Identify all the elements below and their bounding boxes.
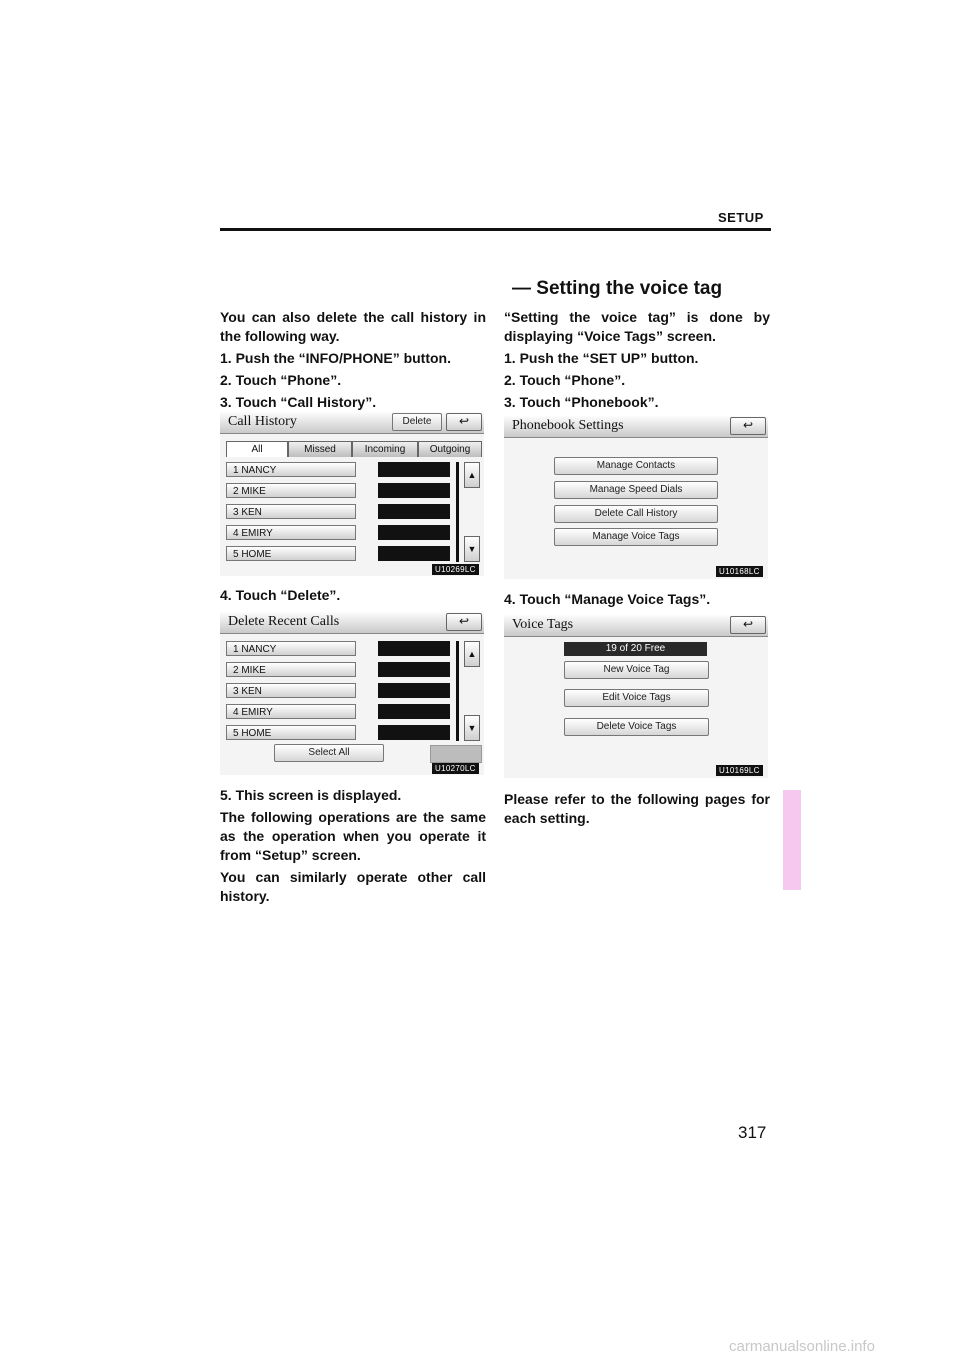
tab-all[interactable]: All xyxy=(226,441,288,457)
left-intro xyxy=(220,308,486,415)
call-time-field xyxy=(378,704,450,719)
new-voice-tag-button[interactable]: New Voice Tag xyxy=(564,661,709,679)
voice-tags-screen xyxy=(504,614,768,778)
section-title: — Setting the voice tag xyxy=(512,278,723,299)
manage-contacts-button[interactable]: Manage Contacts xyxy=(554,457,718,475)
left-bottom-text xyxy=(220,786,486,909)
tab-outgoing[interactable]: Outgoing xyxy=(418,441,482,457)
figure-code: U10169LC xyxy=(716,765,763,776)
step-5: 5. This screen is displayed. xyxy=(220,787,402,803)
scroll-up-icon[interactable]: ▲ xyxy=(464,641,480,667)
page-number: 317 xyxy=(738,1123,767,1142)
free-count-label: 19 of 20 Free xyxy=(564,642,707,656)
right-intro xyxy=(504,308,770,415)
call-time-field xyxy=(378,662,450,677)
closing-text: Please refer to the following pages for each setting. xyxy=(504,791,770,826)
edit-voice-tags-button[interactable]: Edit Voice Tags xyxy=(564,689,709,707)
manage-voice-tags-button[interactable]: Manage Voice Tags xyxy=(554,528,718,546)
scroll-up-icon[interactable]: ▲ xyxy=(464,462,480,488)
manage-speed-dials-button[interactable]: Manage Speed Dials xyxy=(554,481,718,499)
call-entry[interactable]: 4 EMIRY xyxy=(226,704,356,719)
back-arrow-icon[interactable]: ↩ xyxy=(730,616,766,634)
step-2: 2. Touch “Phone”. xyxy=(220,372,342,388)
call-entry[interactable]: 5 HOME xyxy=(226,725,356,740)
call-time-field xyxy=(378,504,450,519)
figure-code: U10270LC xyxy=(432,763,479,774)
call-time-field xyxy=(378,725,450,740)
call-entry[interactable]: 2 MIKE xyxy=(226,483,356,498)
step-4: 4. Touch “Manage Voice Tags”. xyxy=(504,591,711,607)
para-other-history: You can similarly operate other call history. xyxy=(220,869,486,904)
screen-title: Phonebook Settings xyxy=(512,418,624,433)
header-rule xyxy=(220,228,771,231)
call-time-field xyxy=(378,462,450,477)
intro-text: “Setting the voice tag” is done by displaying “Voice Tags” screen. xyxy=(504,309,770,344)
screen-title: Delete Recent Calls xyxy=(228,614,340,629)
screen-title: Call History xyxy=(228,414,297,429)
scrollbar[interactable] xyxy=(456,462,459,562)
figure-code: U10269LC xyxy=(432,564,479,575)
call-time-field xyxy=(378,546,450,561)
delete-call-history-button[interactable]: Delete Call History xyxy=(554,505,718,523)
para-operations: The following operations are the same as the operation when you operate it from “Setup” screen. xyxy=(220,809,486,863)
tab-incoming[interactable]: Incoming xyxy=(352,441,418,457)
delete-recent-calls-screen xyxy=(220,611,484,775)
back-arrow-icon[interactable]: ↩ xyxy=(446,413,482,431)
step-3: 3. Touch “Phonebook”. xyxy=(504,394,659,410)
screen-title: Voice Tags xyxy=(512,617,574,632)
delete-voice-tags-button[interactable]: Delete Voice Tags xyxy=(564,718,709,736)
step-2: 2. Touch “Phone”. xyxy=(504,372,626,388)
section-tab-marker xyxy=(783,790,801,890)
scroll-down-icon[interactable]: ▼ xyxy=(464,715,480,741)
tab-missed[interactable]: Missed xyxy=(288,441,352,457)
step-1: 1. Push the “SET UP” button. xyxy=(504,350,699,366)
call-entry[interactable]: 4 EMIRY xyxy=(226,525,356,540)
delete-disabled-button[interactable] xyxy=(430,745,482,763)
figure-code: U10168LC xyxy=(716,566,763,577)
scrollbar[interactable] xyxy=(456,641,459,741)
call-time-field xyxy=(378,683,450,698)
call-entry[interactable]: 1 NANCY xyxy=(226,462,356,477)
step-1: 1. Push the “INFO/PHONE” button. xyxy=(220,350,451,366)
section-header: SETUP xyxy=(718,210,764,225)
call-entry[interactable]: 1 NANCY xyxy=(226,641,356,656)
select-all-button[interactable]: Select All xyxy=(274,744,384,762)
scroll-down-icon[interactable]: ▼ xyxy=(464,536,480,562)
back-arrow-icon[interactable]: ↩ xyxy=(446,613,482,631)
call-entry[interactable]: 3 KEN xyxy=(226,683,356,698)
call-entry[interactable]: 3 KEN xyxy=(226,504,356,519)
delete-button[interactable]: Delete xyxy=(392,413,442,431)
call-time-field xyxy=(378,525,450,540)
watermark: carmanualsonline.info xyxy=(729,1338,875,1355)
phonebook-settings-screen xyxy=(504,415,768,579)
call-entry[interactable]: 2 MIKE xyxy=(226,662,356,677)
call-entry[interactable]: 5 HOME xyxy=(226,546,356,561)
step-3: 3. Touch “Call History”. xyxy=(220,394,377,410)
call-time-field xyxy=(378,641,450,656)
call-time-field xyxy=(378,483,450,498)
intro-text: You can also delete the call history in the following way. xyxy=(220,309,486,344)
step-4: 4. Touch “Delete”. xyxy=(220,587,341,603)
back-arrow-icon[interactable]: ↩ xyxy=(730,417,766,435)
call-history-screen xyxy=(220,411,484,576)
